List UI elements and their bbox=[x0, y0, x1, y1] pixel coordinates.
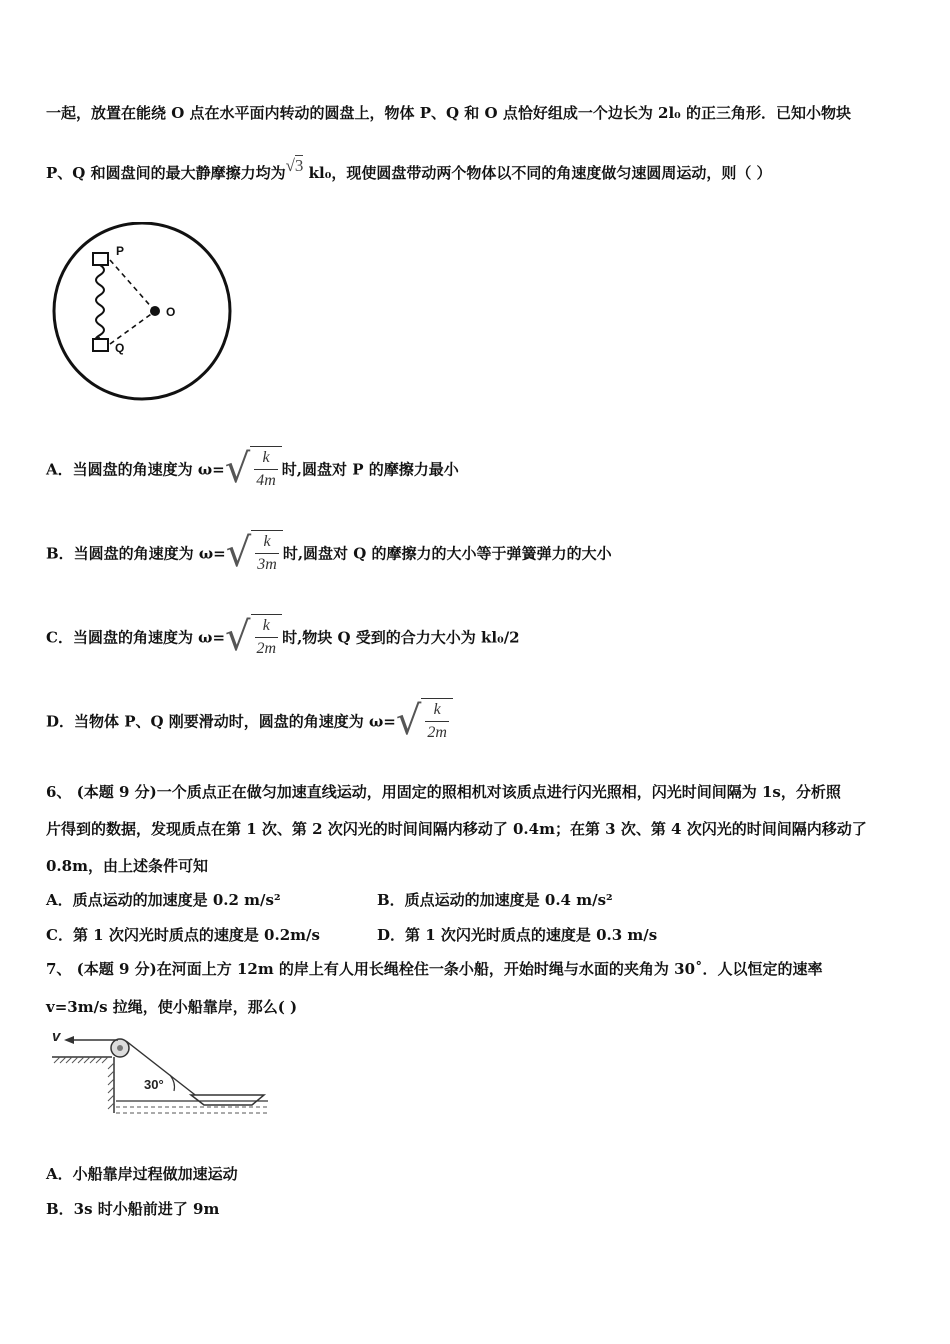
q6-option-b: B．质点运动的加速度是 0.4 m/s² bbox=[377, 891, 613, 909]
block-q bbox=[93, 339, 108, 351]
frac-num: k bbox=[262, 449, 270, 466]
q5-option-b bbox=[46, 530, 612, 576]
q5-option-c-prefix: C．当圆盘的角速度为 ω= bbox=[46, 628, 226, 647]
q7-line1: 7、 (本题 9 分)在河面上方 12m 的岸上有人用长绳栓住一条小船，开始时绳与水面的夹角为 30˚．人以恒定的速率 bbox=[46, 960, 823, 978]
q5-line1: 一起，放置在能绕 O 点在水平面内转动的圆盘上，物体 P、Q 和 O 点恰好组成一个边长为 2l₀ 的正三角形．已知小物块 bbox=[46, 104, 851, 122]
q5-line2 bbox=[46, 156, 772, 184]
label-o: O bbox=[166, 305, 176, 319]
sqrt-sign: √ bbox=[224, 446, 251, 492]
q5-option-c-suffix: 时,物块 Q 受到的合力大小为 kl₀/2 bbox=[282, 628, 520, 647]
sqrt-sign: √ bbox=[395, 698, 422, 744]
boat bbox=[191, 1095, 264, 1105]
bank-hatching bbox=[54, 1057, 108, 1063]
q5-option-d-prefix: D．当物体 P、Q 刚要滑动时，圆盘的角速度为 ω= bbox=[46, 712, 396, 731]
frac-den: 2m bbox=[425, 721, 449, 744]
q5-option-a-suffix: 时,圆盘对 P 的摩擦力最小 bbox=[281, 460, 459, 479]
frac-num: k bbox=[433, 701, 441, 718]
q5-option-b-suffix: 时,圆盘对 Q 的摩擦力的大小等于弹簧弹力的大小 bbox=[282, 544, 612, 563]
frac-num: k bbox=[262, 617, 270, 634]
q5-line2-b: kl₀，现使圆盘带动两个物体以不同的角速度做匀速圆周运动，则（ ） bbox=[308, 164, 772, 182]
disk-figure bbox=[48, 222, 238, 402]
spring bbox=[96, 265, 104, 339]
dash-qo bbox=[110, 312, 154, 344]
frac-den: 3m bbox=[255, 553, 279, 576]
sqrt-three: √3 bbox=[285, 156, 304, 175]
q6-option-d: D．第 1 次闪光时质点的速度是 0.3 m/s bbox=[377, 926, 658, 944]
sqrt-radicand: 3 bbox=[294, 156, 304, 175]
center-o-dot bbox=[150, 306, 160, 316]
frac-num: k bbox=[263, 533, 271, 550]
block-p bbox=[93, 253, 108, 265]
fraction bbox=[250, 446, 282, 492]
sqrt-sign: √ bbox=[225, 530, 252, 576]
label-v: v bbox=[52, 1028, 61, 1045]
q5-line2-a: P、Q 和圆盘间的最大静摩擦力均为 bbox=[46, 164, 286, 182]
label-q: Q bbox=[115, 341, 125, 355]
q5-option-a-prefix: A．当圆盘的角速度为 ω= bbox=[46, 460, 225, 479]
q6-line2: 片得到的数据，发现质点在第 1 次、第 2 次闪光的时间间隔内移动了 0.4m；在第 3 次、第 4 次闪光的时间间隔内移动了 bbox=[46, 820, 867, 838]
dash-po bbox=[110, 260, 154, 310]
q7-option-b: B．3s 时小船前进了 9m bbox=[46, 1200, 220, 1218]
q6-line3: 0.8m，由上述条件可知 bbox=[46, 857, 208, 875]
wall-hatching bbox=[108, 1063, 114, 1109]
q5-option-b-prefix: B．当圆盘的角速度为 ω= bbox=[46, 544, 226, 563]
q5-option-c bbox=[46, 614, 520, 660]
sqrt-sign: √ bbox=[225, 614, 251, 660]
q7-line2: v=3m/s 拉绳，使小船靠岸，那么( ) bbox=[46, 998, 298, 1016]
label-p: P bbox=[116, 244, 125, 258]
q5-option-a bbox=[46, 446, 459, 492]
arrow-head-icon bbox=[64, 1036, 74, 1044]
angle-arc bbox=[170, 1075, 175, 1091]
frac-den: 2m bbox=[255, 637, 279, 660]
fraction bbox=[421, 698, 453, 744]
frac-den: 4m bbox=[254, 469, 278, 492]
q7-option-a: A．小船靠岸过程做加速运动 bbox=[46, 1165, 238, 1183]
q6-line1: 6、 (本题 9 分)一个质点正在做匀加速直线运动，用固定的照相机对该质点进行闪光照相，闪光时间间隔为 1s，分析照 bbox=[46, 783, 841, 801]
fraction bbox=[251, 530, 283, 576]
q6-option-a: A．质点运动的加速度是 0.2 m/s² bbox=[46, 891, 281, 909]
label-angle: 30° bbox=[144, 1077, 164, 1092]
disk-circle bbox=[54, 223, 230, 399]
q6-option-c: C．第 1 次闪光时质点的速度是 0.2m/s bbox=[46, 926, 320, 944]
fraction bbox=[251, 614, 283, 660]
boat-figure bbox=[46, 1025, 276, 1120]
q5-option-d bbox=[46, 698, 453, 744]
